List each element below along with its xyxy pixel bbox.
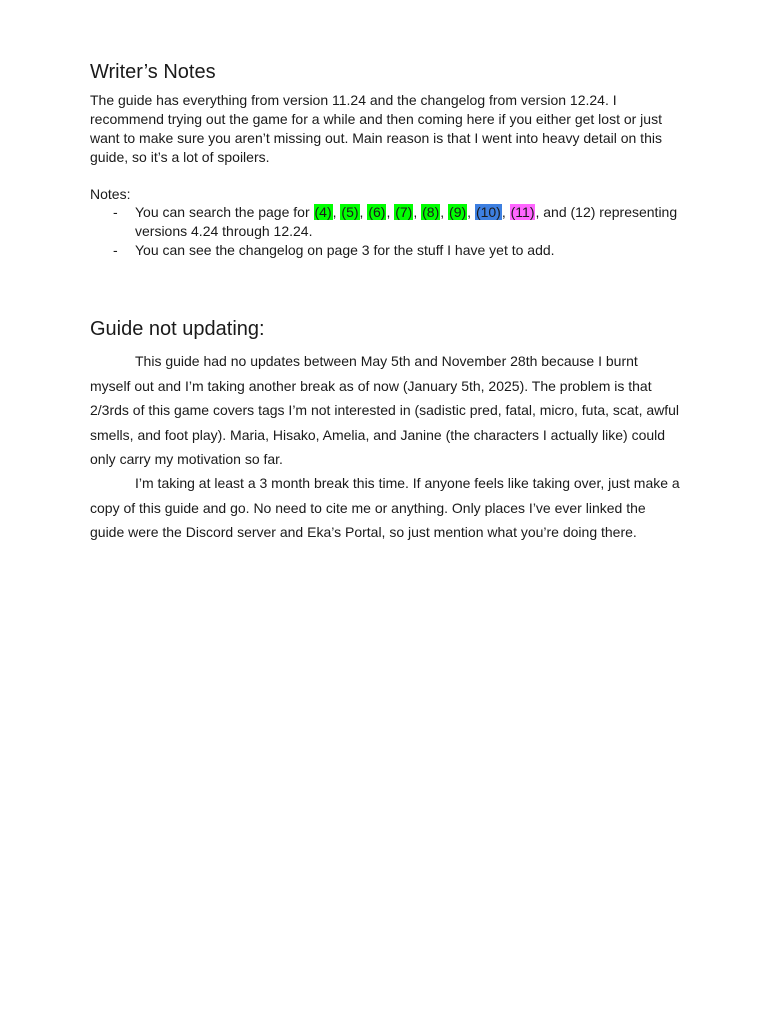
list-item	[90, 241, 680, 260]
highlight-tag-11: (11)	[510, 204, 535, 220]
bullet-dash: -	[113, 204, 118, 220]
tag-separator: ,	[501, 204, 510, 220]
highlight-tag-5: (5)	[341, 204, 359, 220]
tag-separator: ,	[440, 204, 449, 220]
intro-paragraph: The guide has everything from version 11.24 and the changelog from version 12.24. I recommend trying out the game for a while and then coming here if you either get lost or just want to make sure you aren’t missing out. Main reason is that I went into heavy detail on this guide, so it’s a lot of spoilers.	[90, 92, 662, 165]
note1-prefix: You can search the page for	[135, 204, 314, 220]
highlight-tag-7: (7)	[395, 204, 413, 220]
writers-notes-heading: Writer’s Notes	[90, 61, 216, 83]
tag-separator: ,	[413, 204, 422, 220]
tag-separator: ,	[359, 204, 368, 220]
tag-separator: ,	[332, 204, 341, 220]
highlight-tag-8: (8)	[422, 204, 440, 220]
list-item	[90, 203, 680, 241]
bullet-dash: -	[113, 242, 118, 258]
tag-separator: ,	[467, 204, 475, 220]
highlight-tag-9: (9)	[449, 204, 467, 220]
tag-separator: ,	[386, 204, 395, 220]
break-paragraph-1: This guide had no updates between May 5th and November 28th because I burnt myself out and I’m taking another break as of now (January 5th, 2025). The problem is that 2/3rds of this game covers tags I’m not interested in (sadistic pred, fatal, micro, futa, scat, awful smells, and foot play). Maria, Hisako, Amelia, and Janine (the characters I actually like) could only carry my motivation so far.	[90, 353, 680, 467]
note2-text: You can see the changelog on page 3 for the stuff I have yet to add.	[135, 242, 555, 258]
highlight-tag-10: (10)	[475, 204, 501, 220]
highlight-tag-4: (4)	[314, 204, 332, 220]
guide-not-updating-heading: Guide not updating:	[90, 318, 265, 340]
note1-suffix: , and (12) representing versions 4.24 through 12.24.	[135, 204, 678, 239]
notes-list	[90, 203, 680, 260]
break-paragraph-2: I’m taking at least a 3 month break this time. If anyone feels like taking over, just make a copy of this guide and go. No need to cite me or anything. Only places I’ve ever linked the guide were the Discord server and Eka’s Portal, so just mention what you’re doing there.	[90, 475, 680, 540]
highlight-tag-6: (6)	[368, 204, 386, 220]
notes-label: Notes:	[90, 186, 131, 202]
